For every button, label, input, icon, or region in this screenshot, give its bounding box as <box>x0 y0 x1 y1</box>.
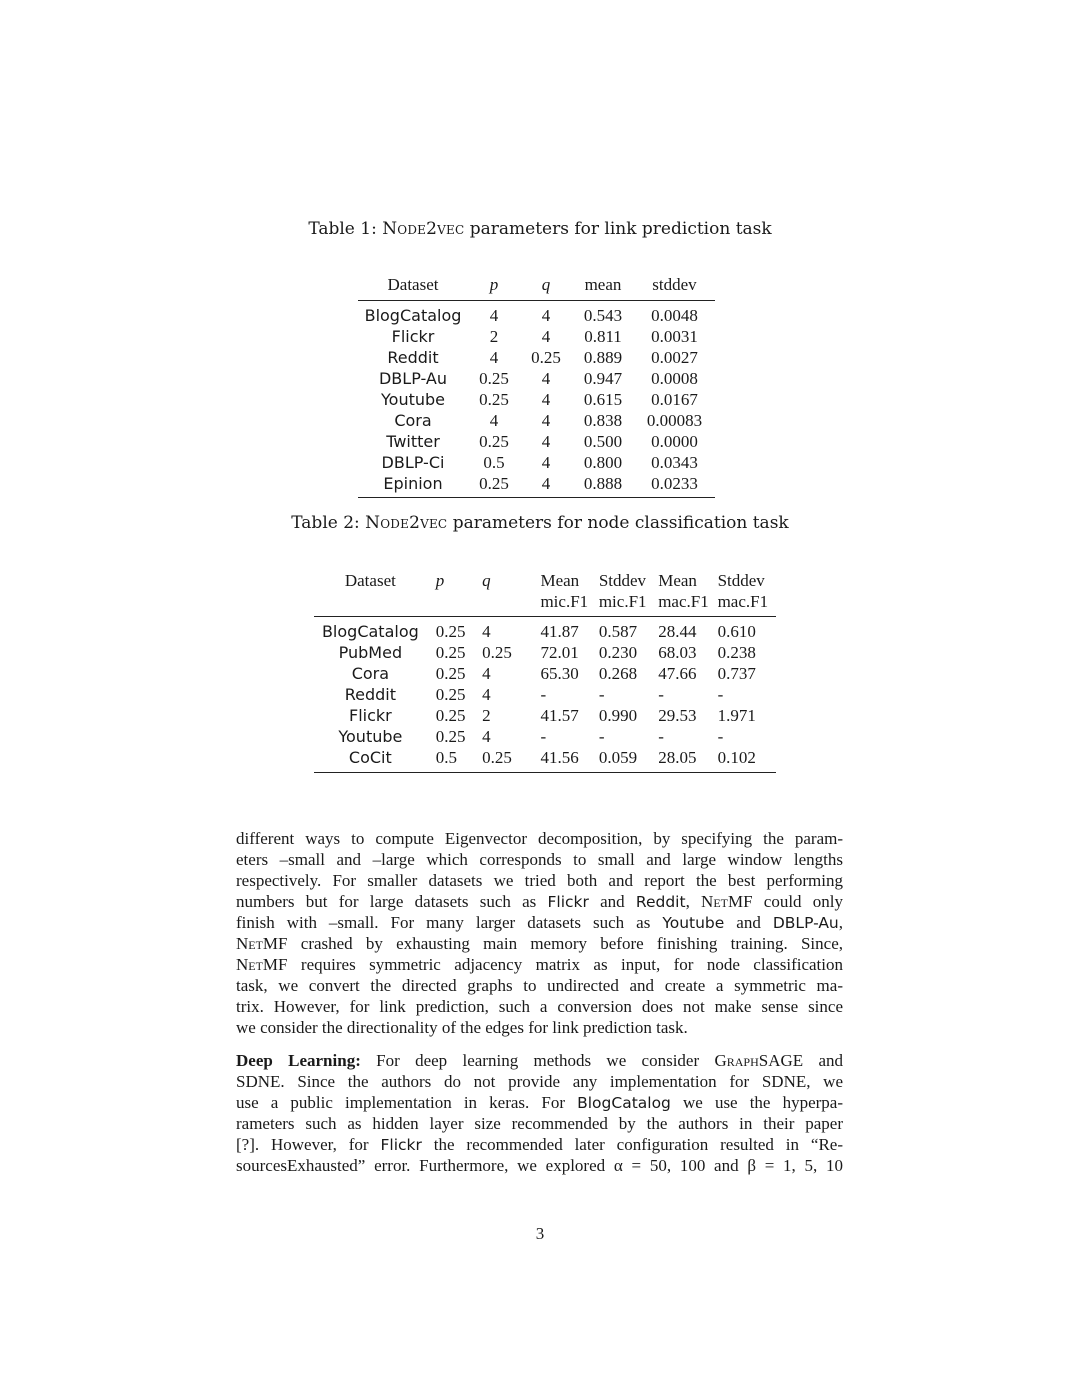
table2-header-p: p <box>435 571 445 590</box>
table1-header-p: p <box>489 275 499 294</box>
body-paragraph-deep-learning <box>236 1050 843 1176</box>
table-row: Epinion 0.25 4 0.888 0.0233 <box>383 473 698 493</box>
table-row: Flickr 0.25 2 41.57 0.990 29.53 1.971 <box>348 705 756 725</box>
text-line: trix. However, for link prediction, such a conversion does not make sense since <box>236 997 843 1016</box>
text-line: finish with –small. For many larger datasets such as Youtube and DBLP-Au, <box>236 913 843 932</box>
graphsage-method-name: GraphSAGE <box>714 1051 804 1070</box>
text-line: sourcesExhausted” error. Furthermore, we explored α = 50, 100 and β = 1, 5, 10 <box>236 1156 843 1175</box>
table-row: Twitter 0.25 4 0.500 0.0000 <box>386 431 698 451</box>
dataset-name: Flickr <box>380 1136 422 1154</box>
node2vec-method-name: Node2vec <box>365 513 448 533</box>
text-line: task, we convert the directed graphs to undirected and create a symmetric ma- <box>236 976 843 995</box>
table2-header-mean-mic: Mean <box>540 571 580 590</box>
table2-header-dataset: Dataset <box>344 571 396 590</box>
paragraph-heading: Deep Learning: <box>236 1051 361 1070</box>
table-row: Youtube 0.25 4 0.615 0.0167 <box>381 389 698 409</box>
table-row: DBLP-Au 0.25 4 0.947 0.0008 <box>378 368 698 388</box>
table-row: Reddit 0.25 4 - - - - <box>344 684 724 704</box>
table-row: Youtube 0.25 4 - - - - <box>338 726 724 746</box>
text-line: we consider the directionality of the edges for link prediction task. <box>236 1018 688 1037</box>
table-row: CoCit 0.5 0.25 41.56 0.059 28.05 0.102 <box>348 747 756 767</box>
netmf-method-name: NetMF <box>701 892 753 911</box>
text-line: numbers but for large datasets such as Flickr and Reddit, NetMF could only <box>236 892 844 911</box>
table2-header-row-top <box>314 568 776 591</box>
table2-header-row-bottom: mic.F1 mic.F1 mac.F1 mac.F1 <box>314 591 776 617</box>
dataset-name: BlogCatalog <box>577 1094 671 1112</box>
table2-node2vec-node-classification <box>314 568 776 773</box>
table1-caption: Table 1: Node2vec parameters for link prediction task <box>308 219 772 239</box>
table1-header-mean: mean <box>584 275 622 294</box>
table-row: Reddit 4 0.25 0.889 0.0027 <box>387 347 698 367</box>
dataset-name: Reddit <box>635 893 686 911</box>
body-paragraph-netmf <box>236 828 843 1038</box>
table2-header-q: q <box>482 571 491 590</box>
table-row: BlogCatalog 0.25 4 41.87 0.587 28.44 0.610 <box>321 621 756 641</box>
table1-header-stddev: stddev <box>652 275 697 294</box>
dataset-name: Youtube <box>662 914 725 932</box>
text-line: NetMF requires symmetric adjacency matrix as input, for node classification <box>236 955 843 974</box>
table1-header-q: q <box>541 275 551 294</box>
text-line: eters –small and –large which corresponds to small and large window lengths <box>236 850 843 869</box>
table2-caption: Table 2: Node2vec parameters for node classification task <box>291 513 789 533</box>
table2-header-stddev-mac: Stddev <box>717 571 765 590</box>
text-line: Deep Learning: For deep learning methods we consider GraphSAGE and <box>236 1051 843 1070</box>
netmf-method-name: NetMF <box>236 934 288 953</box>
table-row: Cora 0.25 4 65.30 0.268 47.66 0.737 <box>351 663 756 683</box>
table-row: DBLP-Ci 0.5 4 0.800 0.0343 <box>381 452 698 472</box>
text-line: rameters such as hidden layer size recommended by the authors in their paper <box>236 1114 843 1133</box>
table-row: Cora 4 4 0.838 0.00083 <box>394 410 703 430</box>
text-line: SDNE. Since the authors do not provide any implementation for SDNE, we <box>236 1072 843 1091</box>
text-line: [?]. However, for Flickr the recommended later configuration resulted in “Re- <box>236 1135 843 1154</box>
netmf-method-name: NetMF <box>236 955 288 974</box>
table1-node2vec-link-prediction <box>358 270 715 498</box>
dataset-name: Flickr <box>547 893 589 911</box>
table1-header-dataset: Dataset <box>387 275 439 294</box>
table2-header-stddev-mic: Stddev <box>598 571 647 590</box>
table-row: BlogCatalog 4 4 0.543 0.0048 <box>364 305 698 325</box>
text-line: use a public implementation in keras. For BlogCatalog we use the hyperpa- <box>236 1093 843 1112</box>
dataset-name: DBLP-Au <box>772 914 839 932</box>
table2-header-mean-mac: Mean <box>658 571 697 590</box>
node2vec-method-name: Node2vec <box>382 219 465 239</box>
table-row: PubMed 0.25 0.25 72.01 0.230 68.03 0.238 <box>338 642 756 662</box>
text-line: NetMF crashed by exhausting main memory before finishing training. Since, <box>236 934 843 953</box>
text-line: respectively. For smaller datasets we tried both and report the best performing <box>236 871 843 890</box>
table-row: Flickr 2 4 0.811 0.0031 <box>391 326 698 346</box>
page-number: 3 <box>535 1224 545 1243</box>
table1-header-row <box>358 270 715 301</box>
text-line: different ways to compute Eigenvector decomposition, by specifying the param- <box>236 829 843 848</box>
